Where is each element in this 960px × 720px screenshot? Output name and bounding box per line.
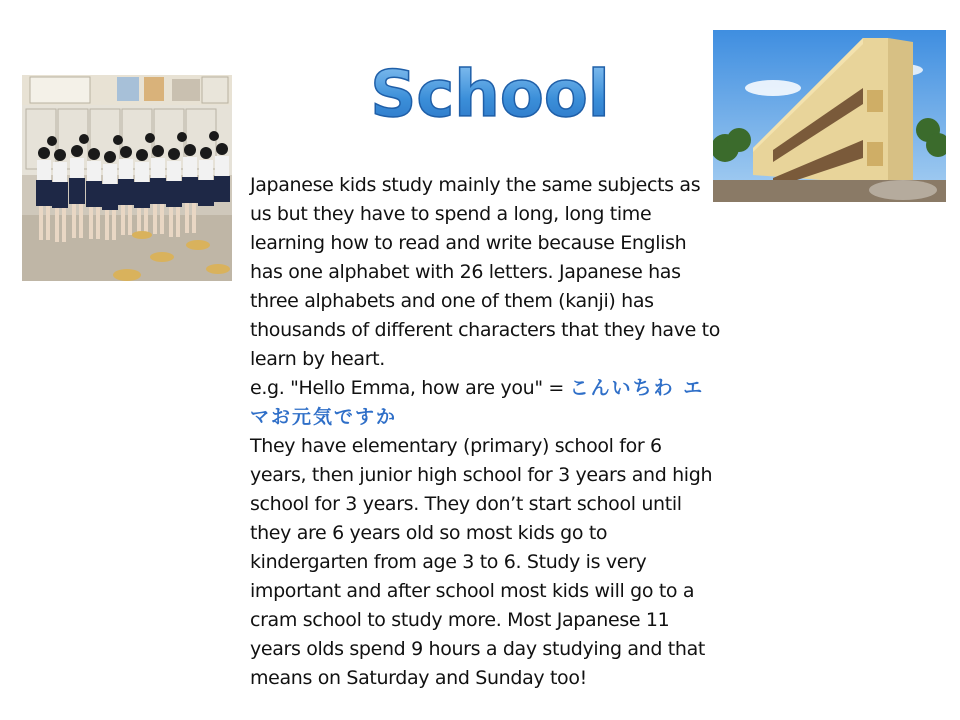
students-photo [22,75,232,281]
example-prefix: e.g. "Hello Emma, how are you" = [250,377,570,399]
paragraph-school-system: They have elementary (primary) school for 6 years, then junior high school for 3 years and high school for 3 years. They don’t start school until they are 6 years old so most kids go to kindergarten from age 3 to 6. Study is very important and after school most kids will go to a cram school to study more. Most Japanese 11 years olds spend 9 hours a day studying and that means on Saturday and Sunday too! [250,435,713,689]
japanese-greeting: こんいちわ エマお元気ですか [250,377,705,428]
paragraph-writing: Japanese kids study mainly the same subjects as us but they have to spend a long, long time learning how to read and write because English has one alphabet with 26 letters. Japanese has three alphabets and one of them (kanji) has thousands of different characters that they have to learn by heart. [250,174,721,370]
title-text: School [370,58,610,132]
title-wordart [370,52,610,132]
body-text [250,171,720,693]
slide-title [370,52,610,132]
example-line [250,374,720,432]
school-building-photo [713,30,946,202]
